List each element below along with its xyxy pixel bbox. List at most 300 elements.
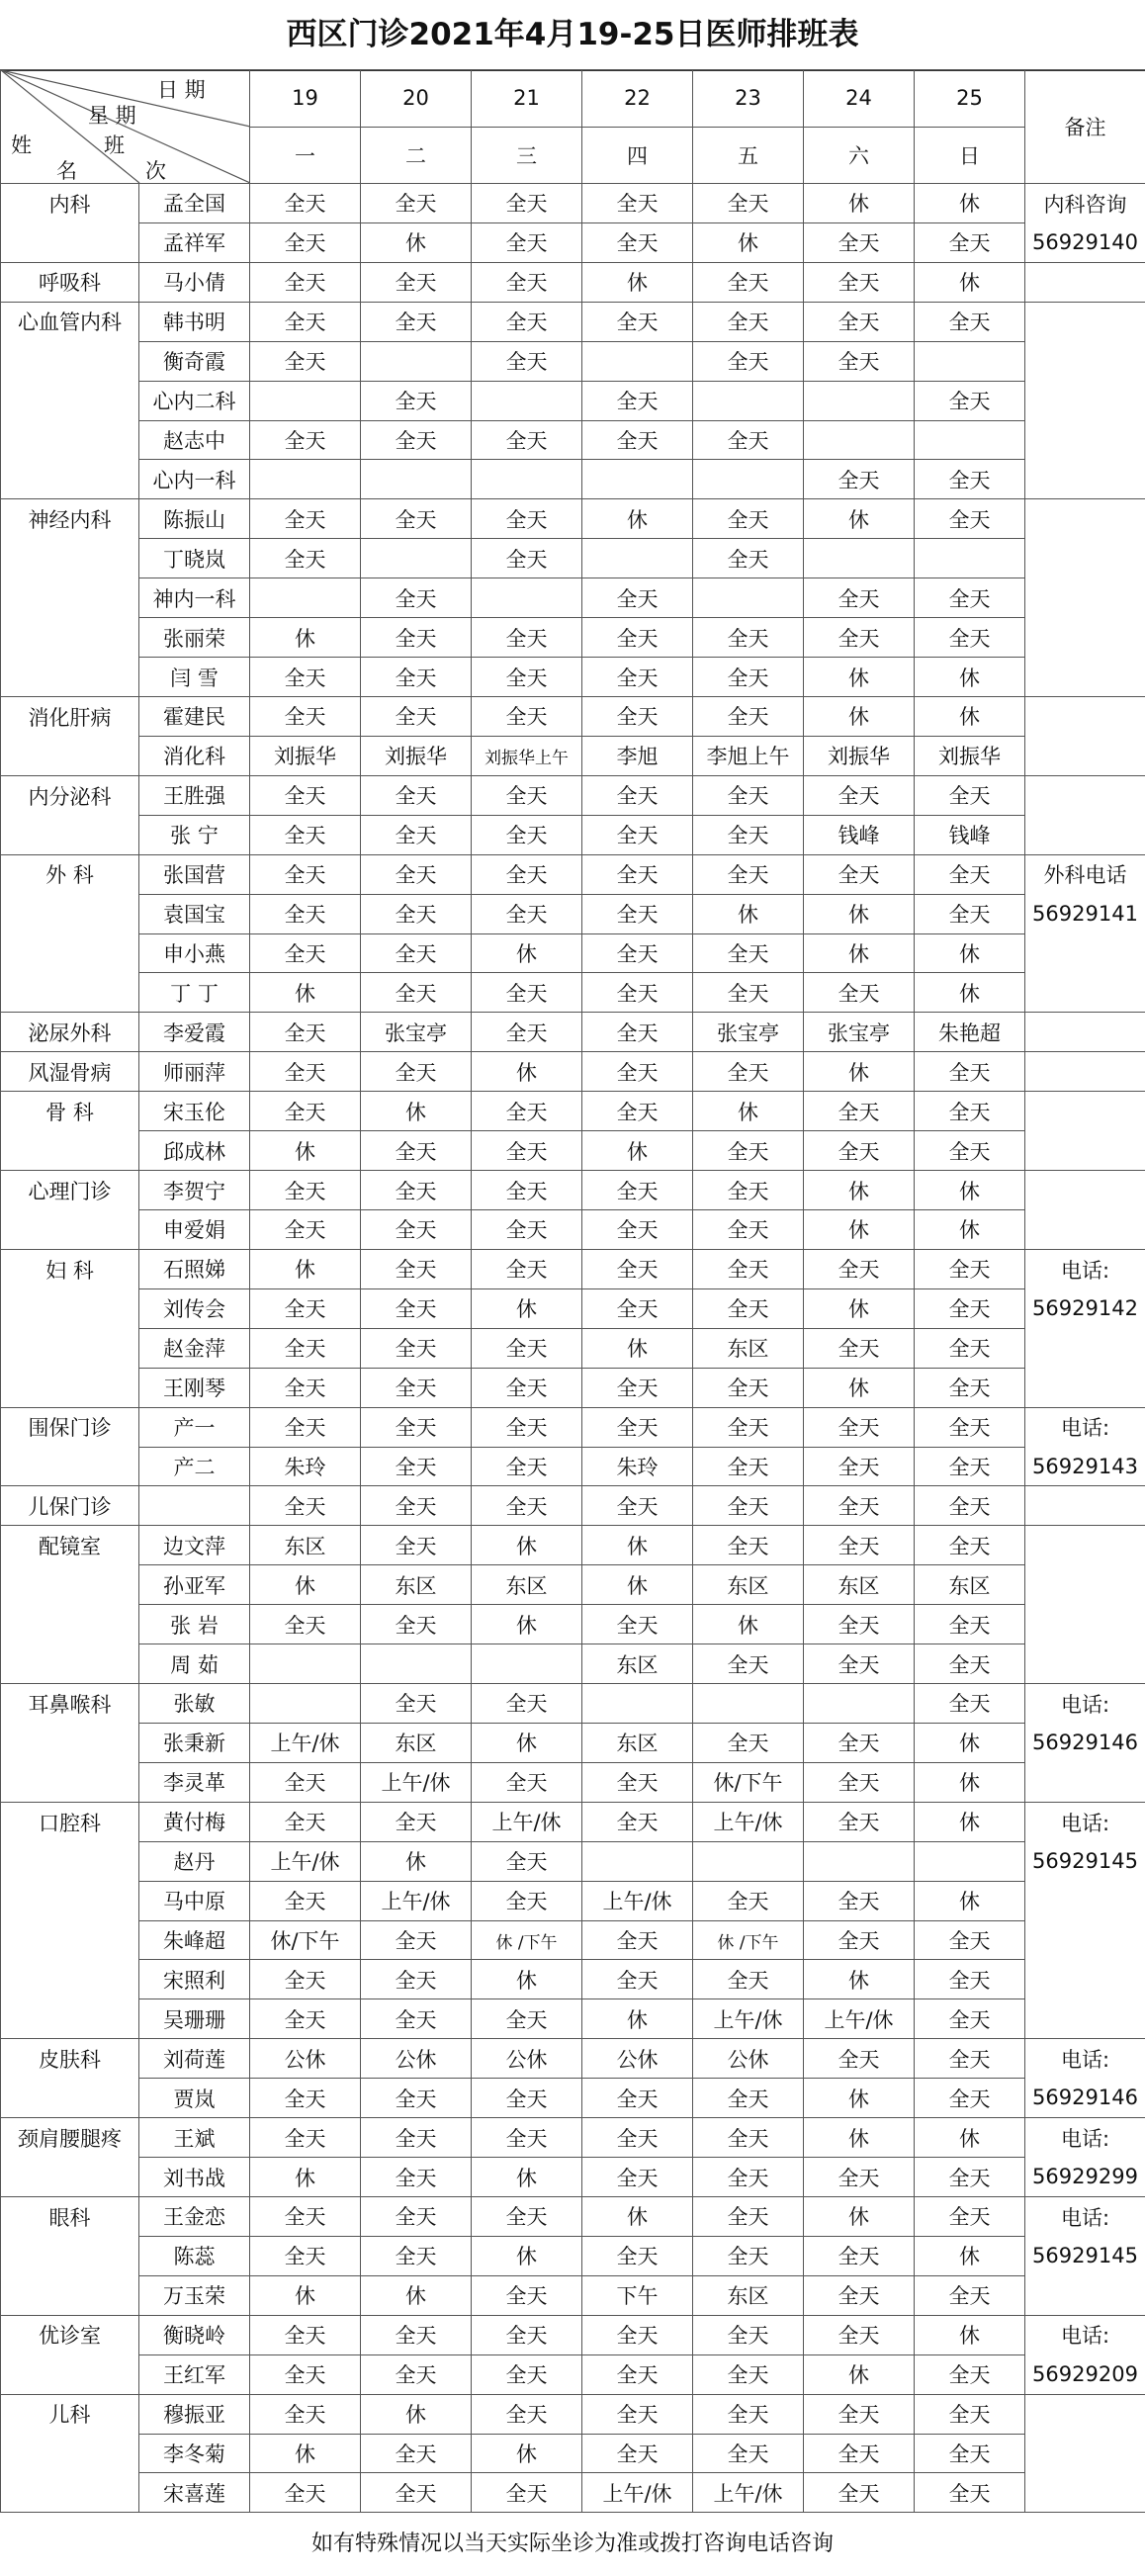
doctor-name-cell: 李灵革 (139, 1762, 250, 1802)
shift-cell: 全天 (361, 658, 472, 697)
shift-cell: 全天 (693, 2158, 804, 2197)
note-cell (1025, 302, 1145, 341)
department-cell (1, 1131, 139, 1171)
note-cell: 56929145 (1025, 1841, 1145, 1881)
department-cell (1, 933, 139, 973)
shift-cell: 全天 (361, 420, 472, 460)
shift-cell: 全天 (250, 184, 361, 223)
shift-cell: 休 (472, 2236, 582, 2275)
weekday-header: 一 (250, 127, 361, 184)
shift-cell: 休 (472, 1605, 582, 1644)
department-cell (1, 2434, 139, 2473)
note-cell (1025, 618, 1145, 658)
table-row (1, 2315, 1145, 2354)
shift-cell (472, 578, 582, 618)
shift-cell: 休 (915, 696, 1025, 736)
shift-cell: 休 (582, 1999, 693, 2039)
doctor-name-cell: 张 岩 (139, 1605, 250, 1644)
shift-cell: 全天 (693, 2197, 804, 2237)
weekday-header: 六 (804, 127, 915, 184)
department-cell (1, 1723, 139, 1762)
shift-cell: 全天 (361, 578, 472, 618)
shift-cell: 全天 (472, 1092, 582, 1131)
shift-cell: 全天 (250, 2118, 361, 2158)
shift-cell: 全天 (693, 262, 804, 302)
table-row (1, 1486, 1145, 1526)
department-cell (1, 1209, 139, 1249)
shift-cell: 休 (915, 2315, 1025, 2354)
date-header: 21 (472, 70, 582, 128)
shift-cell: 休 (472, 1526, 582, 1565)
shift-cell: 钱峰 (915, 815, 1025, 854)
shift-cell: 刘振华 (250, 736, 361, 775)
shift-cell: 全天 (582, 2394, 693, 2434)
doctor-name-cell: 丁 丁 (139, 973, 250, 1013)
shift-cell: 全天 (582, 973, 693, 1013)
department-cell (1, 618, 139, 658)
table-row (1, 1249, 1145, 1288)
shift-cell: 休 (804, 1171, 915, 1210)
shift-cell: 全天 (804, 1131, 915, 1171)
date-header: 23 (693, 70, 804, 128)
shift-cell: 东区 (693, 1565, 804, 1605)
shift-cell: 休 (915, 1802, 1025, 1841)
date-header: 22 (582, 70, 693, 128)
doctor-name-cell: 张丽荣 (139, 618, 250, 658)
shift-cell: 上午/休 (472, 1802, 582, 1841)
shift-cell: 全天 (693, 1171, 804, 1210)
shift-cell: 全天 (250, 2197, 361, 2237)
shift-cell: 东区 (693, 1328, 804, 1368)
weekday-header: 三 (472, 127, 582, 184)
doctor-name-cell: 张敏 (139, 1684, 250, 1724)
shift-cell: 全天 (361, 1526, 472, 1565)
doctor-name-cell: 马小倩 (139, 262, 250, 302)
note-cell (1025, 1092, 1145, 1131)
shift-cell (693, 381, 804, 420)
shift-cell: 全天 (693, 775, 804, 815)
shift-cell: 全天 (250, 933, 361, 973)
corner-name-label: 姓 (11, 130, 32, 159)
doctor-name-cell: 产一 (139, 1407, 250, 1447)
shift-cell: 全天 (582, 894, 693, 933)
shift-cell: 全天 (582, 2118, 693, 2158)
table-row (1, 460, 1145, 499)
shift-cell: 休 (250, 1131, 361, 1171)
shift-cell: 全天 (250, 1288, 361, 1328)
shift-cell: 上午/休 (804, 1999, 915, 2039)
weekday-header: 日 (915, 127, 1025, 184)
department-cell (1, 973, 139, 1013)
shift-cell: 全天 (693, 184, 804, 223)
shift-cell: 全天 (361, 1209, 472, 1249)
shift-cell (472, 1644, 582, 1684)
shift-cell: 全天 (693, 854, 804, 894)
department-cell: 内分泌科 (1, 775, 139, 815)
shift-cell: 全天 (472, 341, 582, 381)
shift-cell: 全天 (472, 2315, 582, 2354)
note-cell (1025, 539, 1145, 578)
shift-cell: 全天 (915, 1249, 1025, 1288)
shift-cell: 全天 (250, 854, 361, 894)
shift-cell: 全天 (361, 381, 472, 420)
shift-cell: 全天 (915, 1920, 1025, 1960)
shift-cell: 休 (250, 1249, 361, 1288)
shift-cell: 全天 (361, 1368, 472, 1407)
shift-cell: 休 (915, 1723, 1025, 1762)
shift-cell: 全天 (250, 1092, 361, 1131)
shift-cell: 休 (804, 696, 915, 736)
shift-cell: 全天 (472, 2197, 582, 2237)
shift-cell: 全天 (804, 222, 915, 262)
shift-cell (250, 381, 361, 420)
doctor-name-cell: 黄付梅 (139, 1802, 250, 1841)
shift-cell: 全天 (693, 618, 804, 658)
shift-cell: 全天 (472, 2354, 582, 2394)
table-row (1, 1368, 1145, 1407)
shift-cell: 全天 (804, 1644, 915, 1684)
table-row (1, 696, 1145, 736)
shift-cell (250, 1644, 361, 1684)
shift-cell: 全天 (472, 1013, 582, 1052)
shift-cell: 全天 (693, 1960, 804, 1999)
table-row (1, 894, 1145, 933)
shift-cell: 全天 (582, 302, 693, 341)
shift-cell: 休 (915, 933, 1025, 973)
table-row (1, 302, 1145, 341)
table-row (1, 736, 1145, 775)
shift-cell: 全天 (693, 658, 804, 697)
shift-cell: 全天 (472, 184, 582, 223)
shift-cell: 全天 (250, 1999, 361, 2039)
shift-cell: 全天 (250, 539, 361, 578)
shift-cell: 全天 (361, 1486, 472, 1526)
shift-cell: 上午/休 (693, 1999, 804, 2039)
shift-cell: 休 (472, 1052, 582, 1092)
shift-cell: 全天 (472, 1407, 582, 1447)
shift-cell: 全天 (693, 1131, 804, 1171)
department-cell: 心理门诊 (1, 1171, 139, 1210)
schedule-table (0, 69, 1145, 2513)
shift-cell: 全天 (472, 618, 582, 658)
weekday-header: 五 (693, 127, 804, 184)
department-cell: 儿保门诊 (1, 1486, 139, 1526)
shift-cell: 全天 (915, 2394, 1025, 2434)
note-cell: 56929141 (1025, 894, 1145, 933)
shift-cell: 全天 (915, 578, 1025, 618)
department-cell (1, 1565, 139, 1605)
shift-cell: 全天 (582, 1605, 693, 1644)
shift-cell: 全天 (472, 499, 582, 539)
table-row (1, 2039, 1145, 2079)
shift-cell: 全天 (361, 2236, 472, 2275)
table-row (1, 2197, 1145, 2237)
department-cell (1, 1447, 139, 1486)
shift-cell: 休/下午 (693, 1762, 804, 1802)
shift-cell: 全天 (472, 1486, 582, 1526)
doctor-name-cell: 韩书明 (139, 302, 250, 341)
note-cell (1025, 499, 1145, 539)
shift-cell: 休 (582, 2197, 693, 2237)
department-cell (1, 1288, 139, 1328)
shift-cell: 上午/休 (250, 1841, 361, 1881)
table-row (1, 2434, 1145, 2473)
date-header: 20 (361, 70, 472, 128)
shift-cell: 全天 (250, 341, 361, 381)
shift-cell: 全天 (582, 222, 693, 262)
table-row (1, 262, 1145, 302)
department-cell: 外 科 (1, 854, 139, 894)
shift-cell: 朱玲 (582, 1447, 693, 1486)
shift-cell: 全天 (693, 933, 804, 973)
shift-cell: 全天 (693, 2394, 804, 2434)
note-cell (1025, 262, 1145, 302)
shift-cell: 全天 (804, 2275, 915, 2315)
doctor-name-cell: 周 茹 (139, 1644, 250, 1684)
shift-cell: 全天 (582, 381, 693, 420)
shift-cell: 休 (804, 184, 915, 223)
shift-cell: 全天 (693, 815, 804, 854)
shift-cell: 全天 (582, 854, 693, 894)
department-cell (1, 2158, 139, 2197)
table-row (1, 1526, 1145, 1565)
shift-cell: 休 (915, 658, 1025, 697)
shift-cell: 全天 (693, 2354, 804, 2394)
department-cell: 骨 科 (1, 1092, 139, 1131)
corner-date-label: 日 期 (157, 74, 206, 104)
shift-cell: 公休 (472, 2039, 582, 2079)
table-row (1, 1328, 1145, 1368)
shift-cell: 休 (472, 1960, 582, 1999)
shift-cell: 全天 (915, 1407, 1025, 1447)
note-cell (1025, 460, 1145, 499)
department-cell (1, 539, 139, 578)
shift-cell: 东区 (804, 1565, 915, 1605)
shift-cell (472, 381, 582, 420)
shift-cell: 全天 (804, 1486, 915, 1526)
shift-cell: 全天 (472, 658, 582, 697)
date-header: 19 (250, 70, 361, 128)
shift-cell: 全天 (250, 1762, 361, 1802)
shift-cell: 东区 (582, 1644, 693, 1684)
table-row (1, 1762, 1145, 1802)
table-row (1, 815, 1145, 854)
shift-cell (804, 381, 915, 420)
table-row (1, 1092, 1145, 1131)
shift-cell (693, 578, 804, 618)
shift-cell: 全天 (915, 1131, 1025, 1171)
shift-cell: 休 (693, 222, 804, 262)
department-cell: 呼吸科 (1, 262, 139, 302)
department-cell (1, 1762, 139, 1802)
shift-cell (250, 1684, 361, 1724)
doctor-name-cell: 袁国宝 (139, 894, 250, 933)
shift-cell: 全天 (361, 618, 472, 658)
shift-cell: 全天 (915, 2434, 1025, 2473)
shift-cell: 刘振华 (915, 736, 1025, 775)
shift-cell: 全天 (693, 2434, 804, 2473)
shift-cell: 全天 (582, 1407, 693, 1447)
shift-cell: 全天 (472, 2394, 582, 2434)
shift-cell: 休 (250, 2158, 361, 2197)
shift-cell: 休 (582, 1565, 693, 1605)
department-cell (1, 420, 139, 460)
shift-cell: 休 (472, 1288, 582, 1328)
doctor-name-cell: 师丽萍 (139, 1052, 250, 1092)
table-row (1, 1565, 1145, 1605)
shift-cell: 上午/休 (693, 1802, 804, 1841)
shift-cell: 全天 (804, 1249, 915, 1288)
shift-cell: 全天 (804, 2158, 915, 2197)
note-cell (1025, 1762, 1145, 1802)
doctor-name-cell: 神内一科 (139, 578, 250, 618)
doctor-name-cell: 赵丹 (139, 1841, 250, 1881)
shift-cell: 全天 (915, 1644, 1025, 1684)
table-row (1, 1288, 1145, 1328)
shift-cell: 全天 (693, 1723, 804, 1762)
table-row (1, 1960, 1145, 1999)
shift-cell: 公休 (361, 2039, 472, 2079)
department-cell: 口腔科 (1, 1802, 139, 1841)
note-cell (1025, 1605, 1145, 1644)
shift-cell: 全天 (915, 1092, 1025, 1131)
doctor-name-cell: 张国营 (139, 854, 250, 894)
shift-cell: 全天 (693, 2236, 804, 2275)
shift-cell: 休 (250, 2434, 361, 2473)
shift-cell: 张宝亭 (361, 1013, 472, 1052)
shift-cell: 休 (250, 618, 361, 658)
department-cell (1, 341, 139, 381)
shift-cell: 全天 (915, 499, 1025, 539)
doctor-name-cell: 刘书战 (139, 2158, 250, 2197)
table-row (1, 1171, 1145, 1210)
department-cell (1, 578, 139, 618)
shift-cell: 全天 (693, 539, 804, 578)
shift-cell: 休 (804, 658, 915, 697)
shift-cell: 全天 (472, 1684, 582, 1724)
shift-cell: 全天 (472, 1999, 582, 2039)
shift-cell: 全天 (361, 2473, 472, 2513)
shift-cell: 休 (250, 1565, 361, 1605)
shift-cell: 休 (804, 1209, 915, 1249)
department-cell (1, 1644, 139, 1684)
department-cell: 神经内科 (1, 499, 139, 539)
shift-cell: 全天 (582, 1249, 693, 1288)
shift-cell: 全天 (361, 1605, 472, 1644)
doctor-name-cell: 邱成林 (139, 1131, 250, 1171)
header-row-dates (1, 70, 1145, 128)
shift-cell: 全天 (472, 222, 582, 262)
shift-cell: 全天 (582, 1802, 693, 1841)
shift-cell: 全天 (693, 2118, 804, 2158)
shift-cell: 休 (804, 1052, 915, 1092)
shift-cell: 全天 (915, 1526, 1025, 1565)
department-cell (1, 2473, 139, 2513)
note-cell: 电话: (1025, 2315, 1145, 2354)
shift-cell: 全天 (915, 775, 1025, 815)
shift-cell: 全天 (804, 1092, 915, 1131)
shift-cell: 公休 (582, 2039, 693, 2079)
shift-cell: 全天 (582, 1368, 693, 1407)
shift-cell: 全天 (472, 262, 582, 302)
shift-cell: 李旭上午 (693, 736, 804, 775)
table-row (1, 2118, 1145, 2158)
note-cell (1025, 1644, 1145, 1684)
shift-cell: 全天 (693, 1447, 804, 1486)
table-row (1, 1723, 1145, 1762)
shift-cell: 全天 (915, 222, 1025, 262)
table-row (1, 1644, 1145, 1684)
department-cell: 心血管内科 (1, 302, 139, 341)
note-cell (1025, 341, 1145, 381)
shift-cell: 全天 (693, 1249, 804, 1288)
shift-cell: 全天 (361, 1802, 472, 1841)
shift-cell: 全天 (250, 262, 361, 302)
shift-cell: 休 (804, 894, 915, 933)
shift-cell: 全天 (472, 1249, 582, 1288)
shift-cell: 东区 (250, 1526, 361, 1565)
shift-cell: 全天 (361, 894, 472, 933)
shift-cell: 全天 (472, 1328, 582, 1368)
department-cell (1, 1605, 139, 1644)
table-row (1, 578, 1145, 618)
shift-cell: 全天 (915, 2039, 1025, 2079)
doctor-name-cell: 宋照利 (139, 1960, 250, 1999)
note-cell (1025, 2434, 1145, 2473)
shift-cell: 全天 (361, 973, 472, 1013)
doctor-name-cell: 赵志中 (139, 420, 250, 460)
note-cell (1025, 2394, 1145, 2434)
shift-cell (361, 341, 472, 381)
table-row (1, 2275, 1145, 2315)
shift-cell: 休 (582, 1328, 693, 1368)
shift-cell: 全天 (804, 1762, 915, 1802)
shift-cell: 休 (361, 1092, 472, 1131)
shift-cell: 全天 (915, 302, 1025, 341)
shift-cell: 全天 (472, 302, 582, 341)
note-cell (1025, 1881, 1145, 1920)
table-row (1, 539, 1145, 578)
shift-cell: 全天 (472, 1171, 582, 1210)
shift-cell: 全天 (582, 1762, 693, 1802)
shift-cell: 全天 (915, 1486, 1025, 1526)
shift-cell: 全天 (472, 1209, 582, 1249)
shift-cell: 全天 (250, 894, 361, 933)
shift-cell: 全天 (582, 1052, 693, 1092)
shift-cell: 全天 (361, 499, 472, 539)
shift-cell: 休 (472, 2158, 582, 2197)
shift-cell: 全天 (361, 1171, 472, 1210)
shift-cell: 全天 (582, 618, 693, 658)
shift-cell: 全天 (472, 420, 582, 460)
shift-cell: 全天 (472, 2275, 582, 2315)
doctor-name-cell: 申爱娟 (139, 1209, 250, 1249)
shift-cell: 全天 (915, 381, 1025, 420)
shift-cell: 全天 (915, 1960, 1025, 1999)
table-row (1, 1447, 1145, 1486)
shift-cell: 全天 (361, 2315, 472, 2354)
shift-cell: 全天 (804, 1328, 915, 1368)
shift-cell: 全天 (361, 1249, 472, 1288)
shift-cell: 全天 (804, 1605, 915, 1644)
table-row (1, 2079, 1145, 2118)
shift-cell: 休 /下午 (472, 1920, 582, 1960)
note-cell (1025, 1131, 1145, 1171)
note-cell (1025, 1526, 1145, 1565)
shift-cell: 全天 (582, 2158, 693, 2197)
shift-cell (804, 420, 915, 460)
shift-cell: 休 (915, 262, 1025, 302)
